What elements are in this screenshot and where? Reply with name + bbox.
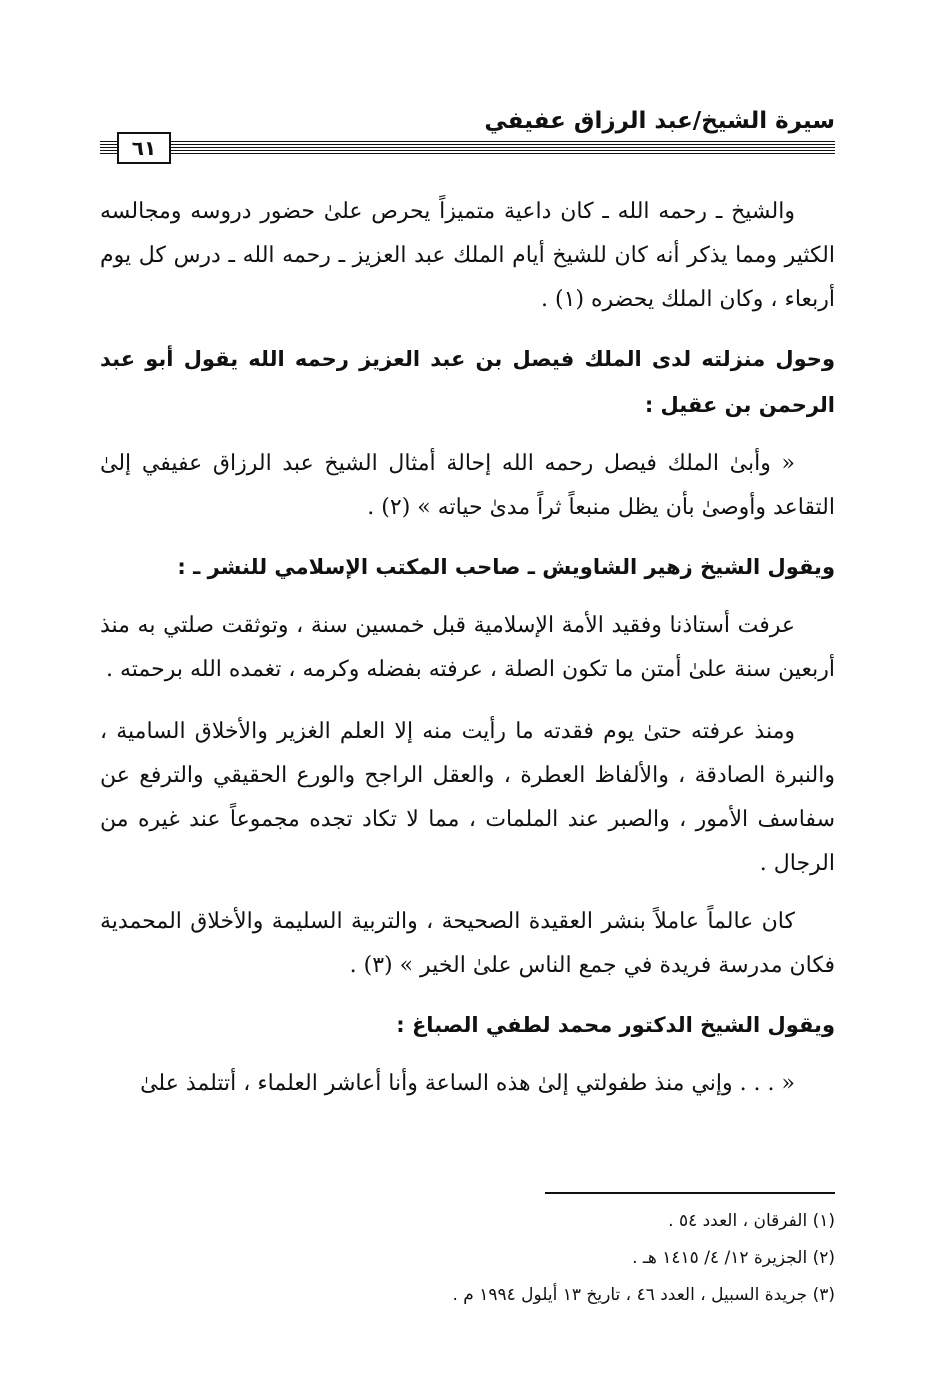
paragraph-shawish-3: كان عالماً عاملاً بنشر العقيدة الصحيحة ، والتربية السليمة والأخلاق المحمدية فكان مدرسة فريدة في جمع الناس علىٰ الخير » (٣) . xyxy=(100,909,835,978)
paragraph-shawish-2: ومنذ عرفته حتىٰ يوم فقدته ما رأيت منه إلا العلم الغزير والأخلاق السامية ، والنبرة الصادقة ، والألفاظ العطرة ، والعقل الراجح والورع الحقيقي والترفع عن سفاسف الأمور ، والصبر عند الملمات ، مما لا تكاد تجده مجموعاً عند غيره من الرجال . xyxy=(100,719,835,876)
quote-sabbagh: « . . . وإني منذ طفولتي إلىٰ هذه الساعة وأنا أعاشر العلماء ، أتتلمذ علىٰ xyxy=(140,1071,795,1096)
header-rule xyxy=(100,141,835,157)
running-header-title: سيرة الشيخ/عبد الرزاق عفيفي xyxy=(484,108,835,134)
footnotes xyxy=(100,1203,835,1314)
heading-ibn-aqil: وحول منزلته لدى الملك فيصل بن عبد العزيز رحمه الله يقول أبو عبد الرحمن بن عقيل : xyxy=(100,347,835,417)
paragraph-1: والشيخ ـ رحمه الله ـ كان داعية متميزاً يحرص علىٰ حضور دروسه ومجالسه الكثير ومما يذكر أنه كان للشيخ أيام الملك عبد العزيز ـ رحمه الله ـ درس كل يوم أربعاء ، وكان الملك يحضره (١) . xyxy=(100,199,835,312)
footnote-divider xyxy=(545,1192,835,1194)
heading-sabbagh: ويقول الشيخ الدكتور محمد لطفي الصباغ : xyxy=(396,1013,835,1037)
quote-ibn-aqil: « وأبىٰ الملك فيصل رحمه الله إحالة أمثال الشيخ عبد الرزاق عفيفي إلىٰ التقاعد وأوصىٰ بأن يظل منبعاً ثراً مدىٰ حياته » (٢) . xyxy=(100,451,835,520)
page-number: ٦١ xyxy=(117,132,171,164)
heading-zuhair-shawish: ويقول الشيخ زهير الشاويش ـ صاحب المكتب الإسلامي للنشر ـ : xyxy=(177,555,835,579)
paragraph-shawish-1: عرفت أستاذنا وفقيد الأمة الإسلامية قبل خمسين سنة ، وتوثقت صلتي به منذ أربعين سنة علىٰ أمتن ما تكون الصلة ، عرفته بفضله وكرمه ، تغمده الله برحمته . xyxy=(100,613,835,682)
main-text xyxy=(100,190,835,1106)
footnote-3: (٣) جريدة السبيل ، العدد ٤٦ ، تاريخ ١٣ أيلول ١٩٩٤ م . xyxy=(452,1285,835,1305)
footnote-2: (٢) الجزيرة ١٢/ ٤/ ١٤١٥ هـ . xyxy=(632,1248,835,1268)
footnote-1: (١) الفرقان ، العدد ٥٤ . xyxy=(668,1211,835,1231)
